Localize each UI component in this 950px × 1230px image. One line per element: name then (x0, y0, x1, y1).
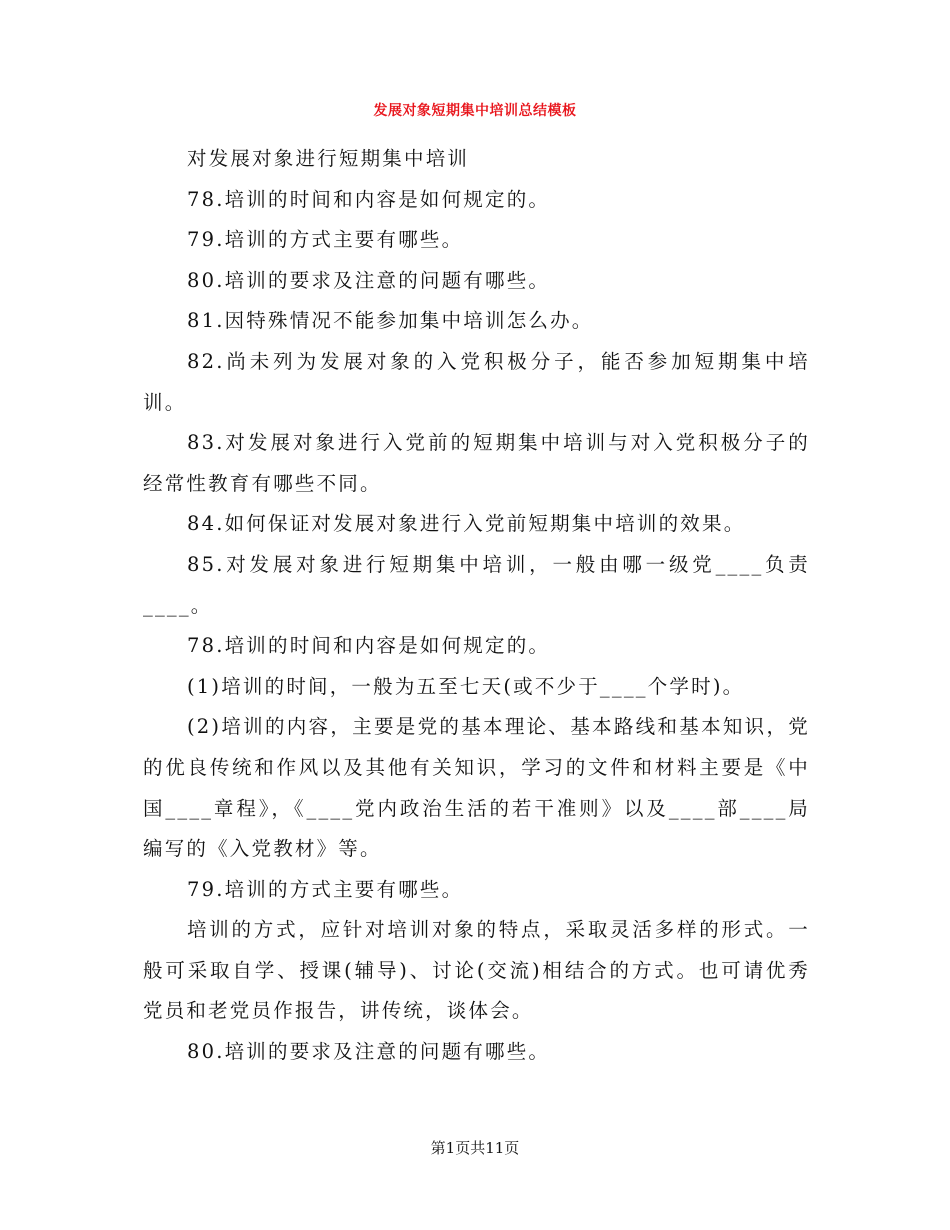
question-84: 84.如何保证对发展对象进行入党前短期集中培训的效果。 (187, 512, 746, 536)
answer-78-item-1: (1)培训的时间，一般为五至七天(或不少于____个学时)。 (187, 674, 745, 698)
question-80: 80.培训的要求及注意的问题有哪些。 (187, 268, 551, 292)
question-79: 79.培训的方式主要有哪些。 (187, 228, 464, 252)
paragraph-heading: 对发展对象进行短期集中培训 (187, 147, 470, 170)
question-78: 78.培训的时间和内容是如何规定的。 (187, 187, 551, 211)
document-body (143, 139, 810, 1073)
page-number: 第1页共11页 (430, 1139, 520, 1157)
answer-heading-78: 78.培训的时间和内容是如何规定的。 (187, 634, 551, 658)
answer-78-item-2: (2)培训的内容，主要是党的基本理论、基本路线和基本知识，党的优良传统和作风以及其他有关知识，学习的文件和材料主要是《中国____章程》，《____党内政治生活的若干准则》以及____部____局编写的《入党教材》等。 (143, 715, 810, 861)
answer-heading-79: 79.培训的方式主要有哪些。 (187, 877, 464, 901)
question-81: 81.因特殊情况不能参加集中培训怎么办。 (187, 309, 594, 333)
question-82: 82.尚未列为发展对象的入党积极分子，能否参加短期集中培训。 (143, 349, 810, 414)
question-83: 83.对发展对象进行入党前的短期集中培训与对入党积极分子的经常性教育有哪些不同。 (143, 431, 810, 495)
answer-heading-80: 80.培训的要求及注意的问题有哪些。 (187, 1040, 551, 1064)
question-85: 85.对发展对象进行短期集中培训，一般由哪一级党____负责____。 (143, 552, 810, 617)
answer-79-text: 培训的方式，应针对培训对象的特点，采取灵活多样的形式。一般可采取自学、授课(辅导)、讨论(交流)相结合的方式。也可请优秀党员和老党员作报告，讲传统，谈体会。 (143, 918, 810, 1023)
document-title: 发展对象短期集中培训总结模板 (373, 103, 577, 119)
